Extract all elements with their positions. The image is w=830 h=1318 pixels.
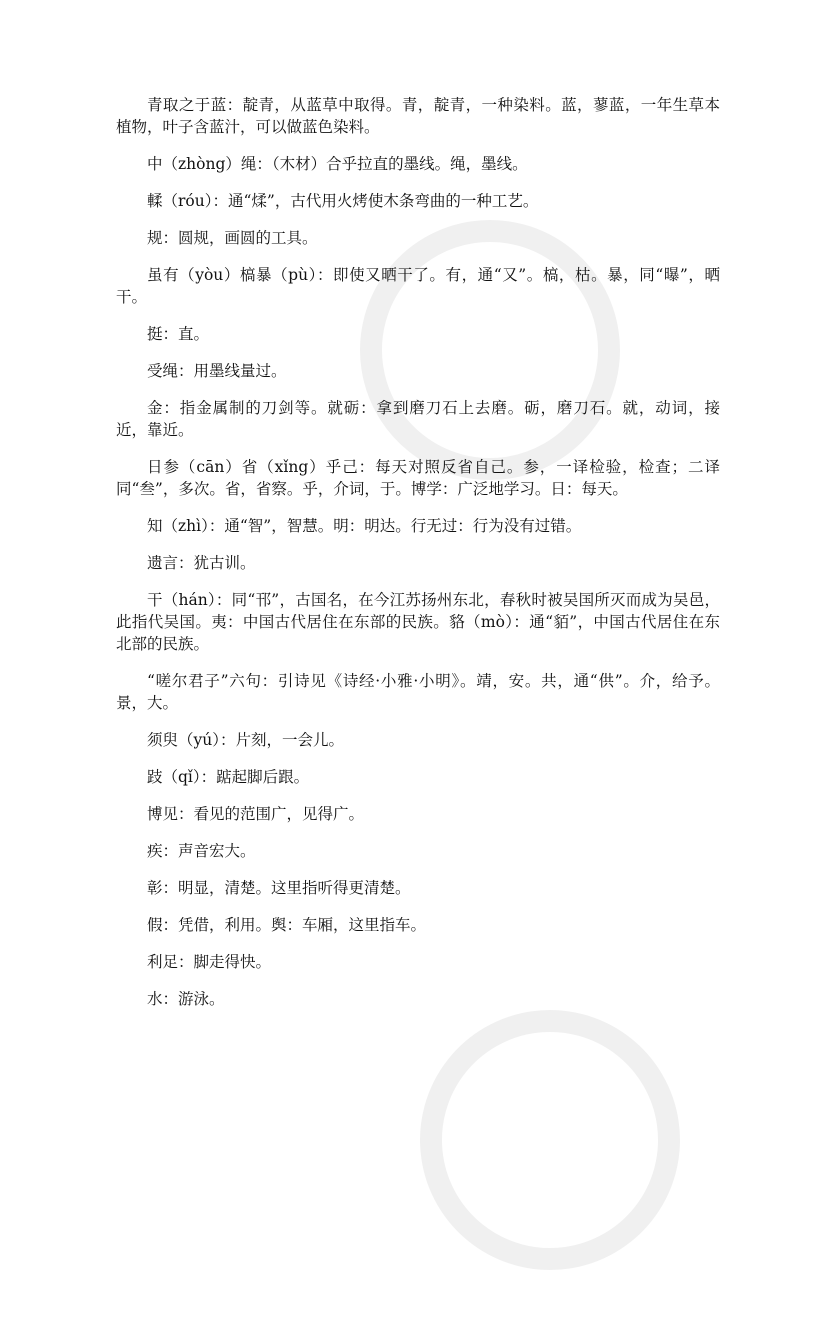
annotation-paragraph: 輮（róu）：通“煣”，古代用火烤使木条弯曲的一种工艺。	[147, 192, 539, 210]
annotation-paragraph: 挺：直。	[147, 325, 210, 343]
annotation-paragraph: 彰：明显，清楚。这里指听得更清楚。	[147, 879, 411, 897]
annotation-paragraph: 疾：声音宏大。	[147, 842, 256, 860]
annotation-paragraph: 金：指金属制的刀剑等。就砺：拿到磨刀石上去磨。砺，磨刀石。就，动词，接近，靠近。	[116, 399, 720, 439]
annotation-paragraph: 博见：看见的范围广，见得广。	[147, 805, 365, 823]
annotation-paragraph: 水：游泳。	[147, 990, 225, 1008]
annotation-paragraph: 日参（cān）省（xǐng）乎己：每天对照反省自己。参，一译检验，检查；二译同“叁”，多次。省，省察。乎，介词，于。博学：广泛地学习。日：每天。	[116, 458, 720, 498]
annotation-paragraph: 规：圆规，画圆的工具。	[147, 229, 318, 247]
annotation-paragraph: 遗言：犹古训。	[147, 554, 256, 572]
annotation-paragraph: 干（hán）：同“邗”，古国名，在今江苏扬州东北，春秋时被吴国所灭而成为吴邑，此指代吴国。夷：中国古代居住在东部的民族。貉（mò）：通“貊”，中国古代居住在东北部的民族。	[116, 591, 720, 653]
document-body	[116, 94, 720, 1025]
annotation-paragraph: 中（zhòng）绳：（木材）合乎拉直的墨线。绳，墨线。	[147, 155, 528, 173]
annotation-paragraph: 青取之于蓝：靛青，从蓝草中取得。青，靛青，一种染料。蓝，蓼蓝，一年生草本植物，叶子含蓝汁，可以做蓝色染料。	[116, 96, 720, 136]
annotation-paragraph: 虽有（yòu）槁暴（pù）：即使又晒干了。有，通“又”。槁，枯。暴，同“曝”，晒干。	[116, 266, 720, 306]
annotation-paragraph: 跂（qǐ）：踮起脚后跟。	[147, 768, 310, 786]
annotation-paragraph: “嗟尔君子”六句：引诗见《诗经·小雅·小明》。靖，安。共，通“供”。介，给予。景，大。	[116, 672, 720, 712]
annotation-paragraph: 假：凭借，利用。舆：车厢，这里指车。	[147, 916, 427, 934]
annotation-paragraph: 知（zhì）：通“智”，智慧。明：明达。行无过：行为没有过错。	[147, 517, 582, 535]
annotation-paragraph: 受绳：用墨线量过。	[147, 362, 287, 380]
annotation-paragraph: 须臾（yú）：片刻，一会儿。	[147, 731, 344, 749]
annotation-paragraph: 利足：脚走得快。	[147, 953, 272, 971]
